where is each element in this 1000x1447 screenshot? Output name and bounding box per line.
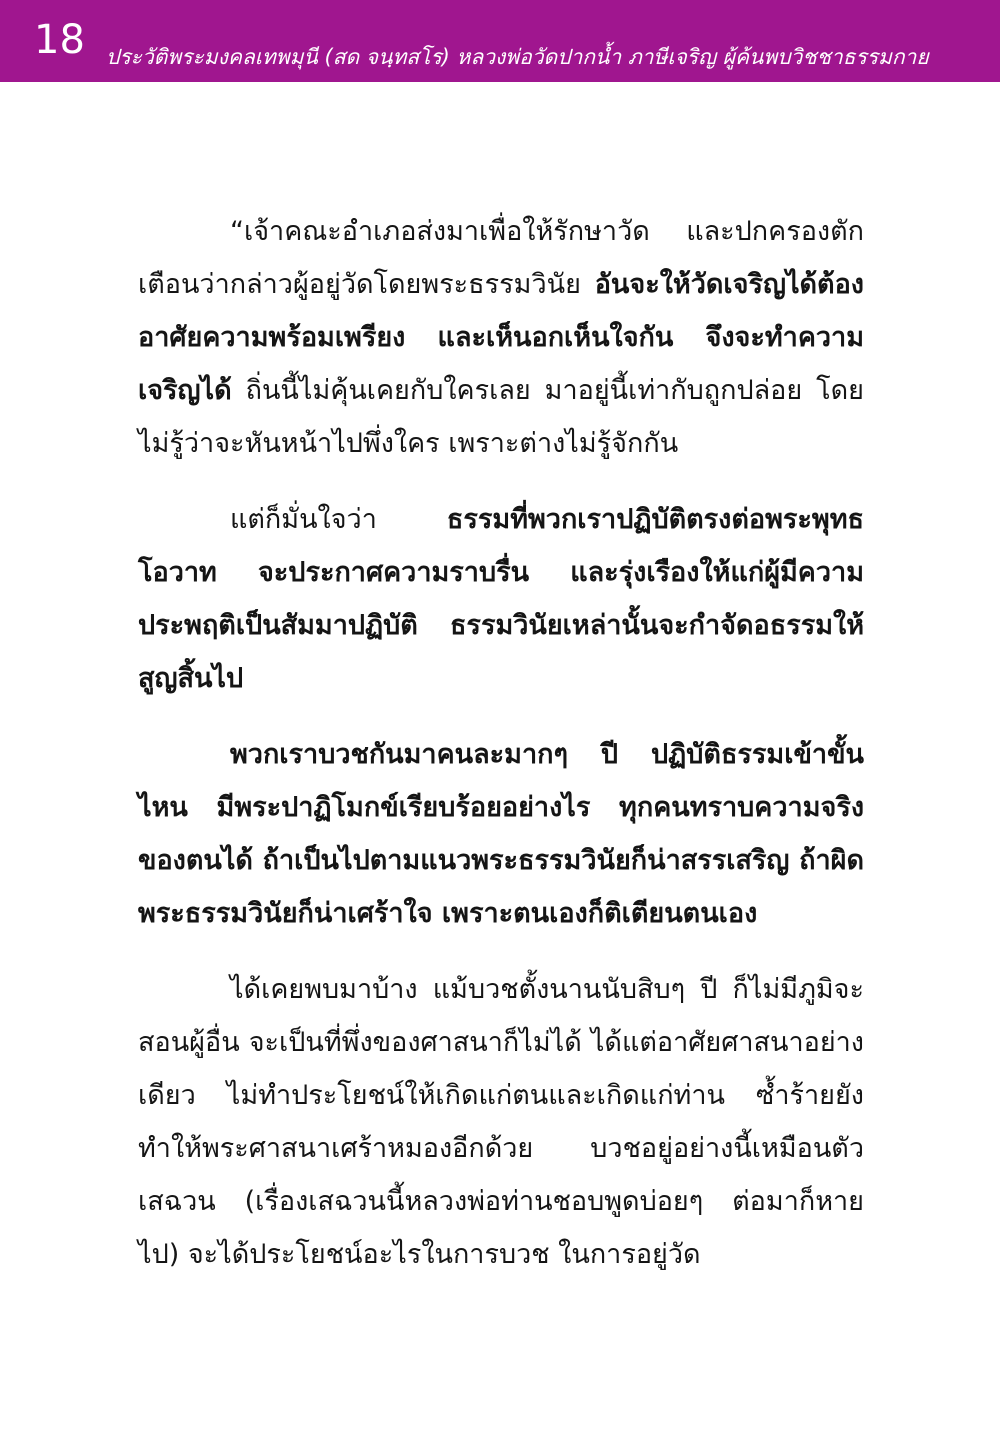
paragraph-2-bold-segment: ธรรมที่พวกเราปฏิบัติตรงต่อพระพุทธโอวาท จะประกาศความราบรื่น และรุ่งเรืองให้แก่ผู้มีความประพฤติเป็นสัมมาปฏิบัติ ธรรมวินัยเหล่านั้นจะกำจัดอธรรมให้สูญสิ้นไป — [138, 504, 864, 694]
paragraph-2-segment: แต่ก็มั่นใจว่า — [230, 504, 447, 535]
paragraph-1-bold-segment: อันจะให้วัดเจริญได้ต้องอาศัยความพร้อมเพรียง และเห็นอกเห็นใจกัน จึงจะทำความเจริญได้ — [138, 269, 864, 406]
paragraph-1-segment: ถิ่นนี้ไม่คุ้นเคยกับใครเลย มาอยู่นี้เท่ากับถูกปล่อย โดยไม่รู้ว่าจะหันหน้าไปพึ่งใคร เพราะต่างไม่รู้จักกัน — [138, 375, 864, 459]
paragraph-4-segment: ได้เคยพบมาบ้าง แม้บวชตั้งนานนับสิบๆ ปี ก็ไม่มีภูมิจะสอนผู้อื่น จะเป็นที่พึ่งของศาสนาก็ไม่ได้ ได้แต่อาศัยศาสนาอย่างเดียว ไม่ทำประโยชน์ให้เกิดแก่ตนและเกิดแก่ท่าน ซ้ำร้ายยังทำให้พระศาสนาเศร้าหมองอีกด้วย บวชอยู่อย่างนี้เหมือนตัวเสฉวน (เรื่องเสฉวนนี้หลวงพ่อท่านชอบพูดบ่อยๆ ต่อมาก็หายไป) จะได้ประโยชน์อะไรในการบวช ในการอยู่วัด — [138, 974, 864, 1270]
body-text — [138, 205, 864, 1304]
paragraph-3-bold-segment: พวกเราบวชกันมาคนละมากๆ ปี ปฏิบัติธรรมเข้าขั้นไหน มีพระปาฏิโมกข์เรียบร้อยอย่างไร ทุกคนทราบความจริงของตนได้ ถ้าเป็นไปตามแนวพระธรรมวินัยก็น่าสรรเสริญ ถ้าผิดพระธรรมวินัยก็น่าเศร้าใจ เพราะตนเองก็ติเตียนตนเอง — [138, 739, 864, 929]
running-title: ประวัติพระมงคลเทพมุนี (สด จนฺทสโร) หลวงพ่อวัดปากน้ำ ภาษีเจริญ ผู้ค้นพบวิชชาธรรมกาย — [106, 45, 929, 69]
paragraph-3 — [138, 728, 864, 940]
page-number: 18 — [34, 17, 85, 63]
paragraph-1 — [138, 205, 864, 470]
paragraph-2 — [138, 493, 864, 705]
paragraph-1-segment: “เจ้าคณะอำเภอส่งมาเพื่อให้รักษาวัด และปกครองตักเตือนว่ากล่าวผู้อยู่วัดโดยพระธรรมวินัย — [138, 216, 864, 300]
paragraph-4 — [138, 963, 864, 1281]
page-header — [0, 0, 1000, 82]
